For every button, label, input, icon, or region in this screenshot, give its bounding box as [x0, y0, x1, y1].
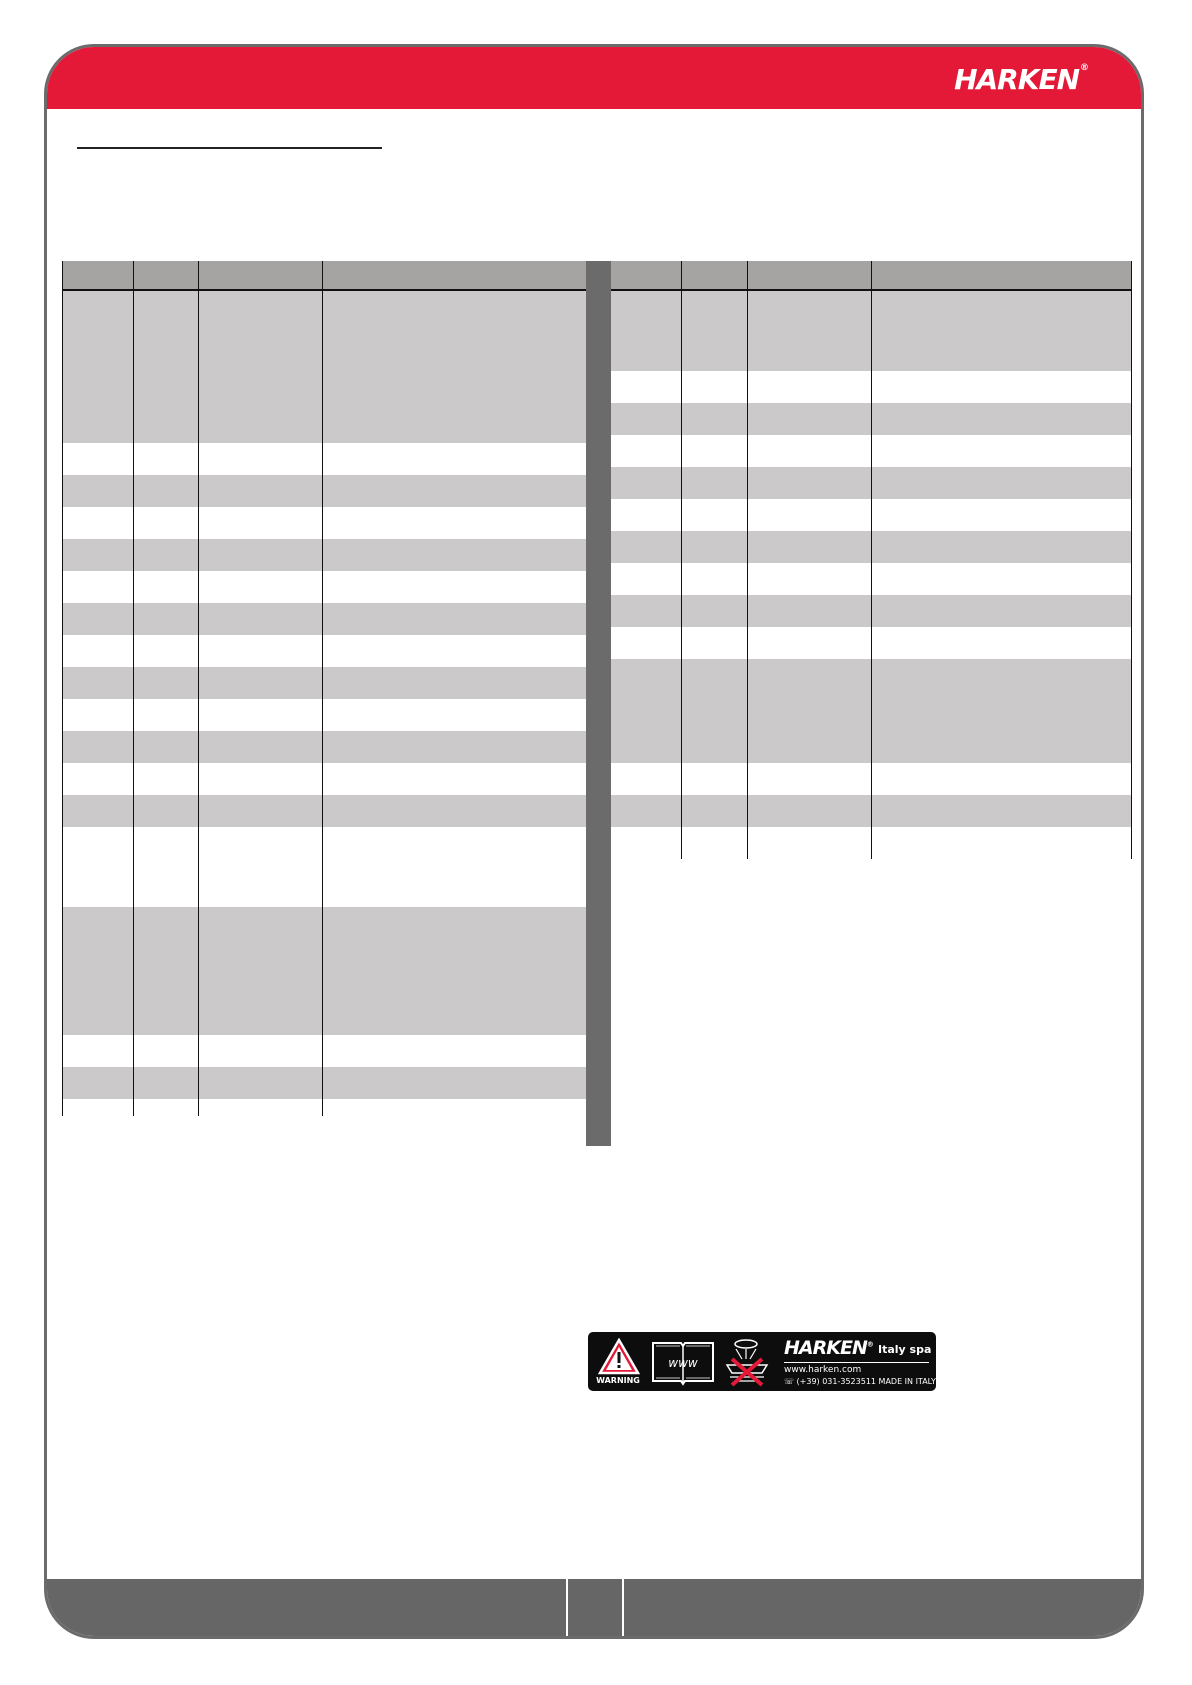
table-row: [62, 539, 586, 571]
phone-text: ☏ (+39) 031-3523511 MADE IN ITALY: [784, 1377, 936, 1386]
table-row: [62, 907, 586, 1035]
column-divider: [871, 261, 872, 859]
label-rule: [784, 1362, 929, 1363]
column-divider: [133, 261, 134, 1116]
footer-divider: [566, 1579, 568, 1639]
label-harken-logo: HARKEN®: [784, 1337, 873, 1359]
table-row: [62, 699, 586, 731]
table-row: [62, 667, 586, 699]
table-row: [62, 731, 586, 763]
page-frame: [44, 44, 1144, 1639]
table-row: [62, 1035, 586, 1067]
table-header-row: [62, 261, 586, 291]
section-title-underline: [77, 147, 382, 149]
column-divider: [747, 261, 748, 859]
footer-bar: [47, 1579, 1141, 1639]
column-divider: [681, 261, 682, 859]
column-divider: [198, 261, 199, 1116]
www-text: www: [668, 1356, 698, 1370]
table-row: [62, 1067, 586, 1099]
warning-label: [588, 1332, 936, 1391]
table-row: [62, 291, 586, 443]
table-divider-bar: [586, 261, 611, 1146]
table-row: [62, 1099, 586, 1116]
table-row: [62, 475, 586, 507]
table-row: [62, 571, 586, 603]
parts-table-left: [62, 261, 586, 1116]
table-row: [62, 603, 586, 635]
warning-triangle-icon: [598, 1338, 640, 1376]
manual-book-icon: [650, 1337, 716, 1387]
footer-divider: [622, 1579, 624, 1639]
column-divider: [1131, 261, 1132, 859]
column-divider: [322, 261, 323, 1116]
table-row: [62, 827, 586, 907]
table-row: [62, 763, 586, 795]
website-text: www.harken.com: [784, 1365, 862, 1375]
table-row: [62, 635, 586, 667]
header-bar: [47, 47, 1141, 109]
parts-table-right: [611, 261, 1132, 859]
harken-logo: HARKEN®: [954, 63, 1089, 96]
table-row: [62, 443, 586, 475]
no-pressure-wash-icon: [722, 1337, 772, 1387]
warning-text: WARNING: [596, 1376, 640, 1385]
table-row: [62, 507, 586, 539]
table-row: [62, 795, 586, 827]
company-suffix: Italy spa: [878, 1343, 932, 1356]
column-divider: [62, 261, 63, 1116]
